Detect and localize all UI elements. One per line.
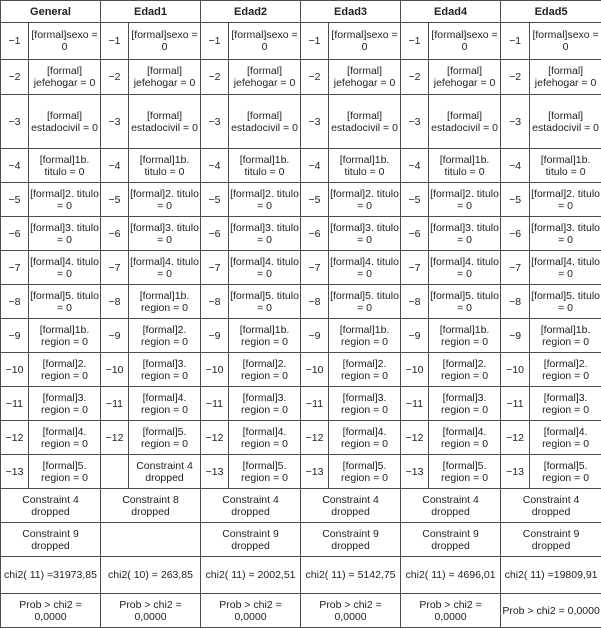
column-header: General xyxy=(1,1,101,23)
dropped-row xyxy=(1,489,601,523)
constraint-text: [formal]5. titulo = 0 xyxy=(229,285,301,319)
constraint-number: −12 xyxy=(201,421,229,455)
constraint-number: −12 xyxy=(1,421,29,455)
constraint-number: −1 xyxy=(501,23,530,60)
constraint-number: −3 xyxy=(201,95,229,149)
constraint-text: [formal]3. region = 0 xyxy=(229,387,301,421)
constraint-number: −2 xyxy=(401,60,429,95)
constraint-number: −8 xyxy=(301,285,329,319)
prob-cell: Prob > chi2 = 0,0000 xyxy=(501,594,601,628)
constraint-text: [formal]1b. titulo = 0 xyxy=(429,149,501,183)
constraint-text: [formal]3. region = 0 xyxy=(429,387,501,421)
dropped-cell: Constraint 9 dropped xyxy=(1,523,101,557)
constraint-number: −12 xyxy=(501,421,530,455)
constraint-number: −2 xyxy=(1,60,29,95)
constraint-text: [formal]5. titulo = 0 xyxy=(429,285,501,319)
constraint-text: [formal]4. region = 0 xyxy=(129,387,201,421)
constraint-number: −11 xyxy=(201,387,229,421)
constraint-number: −7 xyxy=(101,251,129,285)
constraint-row xyxy=(1,60,601,95)
constraint-text: [formal]1b. region = 0 xyxy=(530,319,601,353)
constraint-text: [formal]5. region = 0 xyxy=(530,455,601,489)
dropped-cell: Constraint 4 dropped xyxy=(501,489,601,523)
constraint-text: [formal]sexo = 0 xyxy=(129,23,201,60)
column-header: Edad1 xyxy=(101,1,201,23)
constraint-number: −9 xyxy=(301,319,329,353)
constraint-number: −11 xyxy=(101,387,129,421)
constraint-text: [formal]4. region = 0 xyxy=(29,421,101,455)
constraint-text: [formal]1b. region = 0 xyxy=(129,285,201,319)
constraint-number: −12 xyxy=(101,421,129,455)
constraint-number: −5 xyxy=(201,183,229,217)
constraint-text: [formal]5. region = 0 xyxy=(29,455,101,489)
constraint-number: −13 xyxy=(401,455,429,489)
constraint-text: [formal]1b. region = 0 xyxy=(429,319,501,353)
constraint-text: [formal]2. titulo = 0 xyxy=(129,183,201,217)
constraint-number: −6 xyxy=(101,217,129,251)
constraint-number: −9 xyxy=(101,319,129,353)
constraint-text: [formal]2. titulo = 0 xyxy=(530,183,601,217)
constraint-number: −9 xyxy=(401,319,429,353)
constraint-text: [formal]1b. titulo = 0 xyxy=(530,149,601,183)
constraint-text: [formal]5. titulo = 0 xyxy=(29,285,101,319)
constraint-row xyxy=(1,421,601,455)
constraint-number: −6 xyxy=(501,217,530,251)
constraint-text: [formal]5. region = 0 xyxy=(229,455,301,489)
dropped-cell: Constraint 8 dropped xyxy=(101,489,201,523)
constraint-number: −10 xyxy=(101,353,129,387)
constraint-number: −5 xyxy=(301,183,329,217)
dropped-cell: Constraint 9 dropped xyxy=(401,523,501,557)
constraint-row xyxy=(1,455,601,489)
constraint-text: [formal]3. titulo = 0 xyxy=(29,217,101,251)
constraint-text: [formal]5. titulo = 0 xyxy=(530,285,601,319)
constraint-number: −3 xyxy=(101,95,129,149)
constraint-text: [formal]3. titulo = 0 xyxy=(329,217,401,251)
constraint-text: [formal]sexo = 0 xyxy=(29,23,101,60)
constraint-text: [formal] estadocivil = 0 xyxy=(530,95,601,149)
constraint-text: [formal] estadocivil = 0 xyxy=(429,95,501,149)
prob-cell: Prob > chi2 = 0,0000 xyxy=(301,594,401,628)
dropped-cell: Constraint 9 dropped xyxy=(501,523,601,557)
constraint-number: −5 xyxy=(501,183,530,217)
constraint-number: −12 xyxy=(301,421,329,455)
constraint-number: −6 xyxy=(401,217,429,251)
constraint-number: −4 xyxy=(501,149,530,183)
constraint-text: [formal] jefehogar = 0 xyxy=(229,60,301,95)
constraint-text: Constraint 4 dropped xyxy=(129,455,201,489)
constraint-text: [formal]4. region = 0 xyxy=(530,421,601,455)
constraint-number: −4 xyxy=(201,149,229,183)
constraint-text: [formal] estadocivil = 0 xyxy=(29,95,101,149)
dropped-row xyxy=(1,523,601,557)
prob-cell: Prob > chi2 = 0,0000 xyxy=(1,594,101,628)
prob-cell: Prob > chi2 = 0,0000 xyxy=(201,594,301,628)
chi2-row xyxy=(1,557,601,594)
constraint-text: [formal]2. titulo = 0 xyxy=(429,183,501,217)
constraint-text: [formal]4. titulo = 0 xyxy=(429,251,501,285)
prob-cell: Prob > chi2 = 0,0000 xyxy=(101,594,201,628)
constraint-number: −5 xyxy=(401,183,429,217)
constraint-text: [formal]2. titulo = 0 xyxy=(229,183,301,217)
constraint-number: −7 xyxy=(201,251,229,285)
constraint-number: −4 xyxy=(101,149,129,183)
constraint-number: −8 xyxy=(1,285,29,319)
constraint-number: −2 xyxy=(301,60,329,95)
constraint-number: −4 xyxy=(401,149,429,183)
constraint-text: [formal]2. region = 0 xyxy=(530,353,601,387)
constraint-text: [formal]4. region = 0 xyxy=(429,421,501,455)
constraint-text: [formal]4. region = 0 xyxy=(329,421,401,455)
constraint-row xyxy=(1,23,601,60)
table-body xyxy=(1,23,601,628)
column-header: Edad4 xyxy=(401,1,501,23)
constraint-text: [formal]5. titulo = 0 xyxy=(329,285,401,319)
constraint-number: −8 xyxy=(101,285,129,319)
chi2-cell: chi2( 11) = 2002,51 xyxy=(201,557,301,594)
constraint-text: [formal]2. titulo = 0 xyxy=(29,183,101,217)
constraint-number: −7 xyxy=(401,251,429,285)
constraint-text: [formal]4. titulo = 0 xyxy=(329,251,401,285)
constraint-text: [formal]3. region = 0 xyxy=(530,387,601,421)
constraint-number: −13 xyxy=(201,455,229,489)
constraint-text: [formal]1b. region = 0 xyxy=(229,319,301,353)
constraint-number: −3 xyxy=(401,95,429,149)
constraint-text: [formal]1b. titulo = 0 xyxy=(229,149,301,183)
constraint-text: [formal]3. titulo = 0 xyxy=(229,217,301,251)
constraint-number: −4 xyxy=(1,149,29,183)
constraint-text: [formal]sexo = 0 xyxy=(229,23,301,60)
constraint-number: −7 xyxy=(1,251,29,285)
constraint-number: −11 xyxy=(1,387,29,421)
constraint-number: −1 xyxy=(101,23,129,60)
constraint-text: [formal]4. titulo = 0 xyxy=(229,251,301,285)
constraint-text: [formal]3. titulo = 0 xyxy=(129,217,201,251)
constraint-row xyxy=(1,285,601,319)
prob-row xyxy=(1,594,601,628)
constraint-row xyxy=(1,387,601,421)
constraint-text: [formal]4. titulo = 0 xyxy=(29,251,101,285)
constraint-text: [formal]3. titulo = 0 xyxy=(530,217,601,251)
constraint-number: −1 xyxy=(301,23,329,60)
constraint-number: −2 xyxy=(501,60,530,95)
constraint-number: −9 xyxy=(501,319,530,353)
constraint-number: −13 xyxy=(501,455,530,489)
constraint-number: −8 xyxy=(501,285,530,319)
constraint-number: −7 xyxy=(301,251,329,285)
dropped-cell: Constraint 4 dropped xyxy=(1,489,101,523)
constraint-text: [formal] jefehogar = 0 xyxy=(329,60,401,95)
dropped-cell: Constraint 4 dropped xyxy=(201,489,301,523)
constraint-text: [formal]5. region = 0 xyxy=(429,455,501,489)
constraint-number: −10 xyxy=(501,353,530,387)
constraint-number: −5 xyxy=(101,183,129,217)
constraint-number: −7 xyxy=(501,251,530,285)
constraint-text: [formal]5. region = 0 xyxy=(129,421,201,455)
constraint-number: −3 xyxy=(301,95,329,149)
constraint-text: [formal]2. titulo = 0 xyxy=(329,183,401,217)
constraint-text: [formal] jefehogar = 0 xyxy=(129,60,201,95)
constraint-number: −5 xyxy=(1,183,29,217)
constraint-text: [formal]4. titulo = 0 xyxy=(530,251,601,285)
constraint-number: −10 xyxy=(201,353,229,387)
constraint-number: −1 xyxy=(401,23,429,60)
column-header: Edad2 xyxy=(201,1,301,23)
constraint-text: [formal]2. region = 0 xyxy=(229,353,301,387)
header-row xyxy=(1,1,601,23)
constraint-row xyxy=(1,149,601,183)
constraint-number: −10 xyxy=(401,353,429,387)
constraint-number xyxy=(101,455,129,489)
constraint-text: [formal] estadocivil = 0 xyxy=(229,95,301,149)
chi2-cell: chi2( 10) = 263,85 xyxy=(101,557,201,594)
constraint-number: −10 xyxy=(301,353,329,387)
prob-cell: Prob > chi2 = 0,0000 xyxy=(401,594,501,628)
constraint-text: [formal]3. region = 0 xyxy=(29,387,101,421)
constraint-text: [formal]sexo = 0 xyxy=(429,23,501,60)
constraint-text: [formal] estadocivil = 0 xyxy=(129,95,201,149)
dropped-cell: Constraint 9 dropped xyxy=(301,523,401,557)
dropped-cell xyxy=(101,523,201,557)
constraint-text: [formal]1b. titulo = 0 xyxy=(129,149,201,183)
constraint-text: [formal]1b. region = 0 xyxy=(29,319,101,353)
constraint-number: −9 xyxy=(201,319,229,353)
constraint-number: −6 xyxy=(1,217,29,251)
constraint-number: −2 xyxy=(101,60,129,95)
column-header: Edad3 xyxy=(301,1,401,23)
constraint-row xyxy=(1,353,601,387)
constraint-row xyxy=(1,183,601,217)
constraint-number: −3 xyxy=(501,95,530,149)
constraint-text: [formal] jefehogar = 0 xyxy=(29,60,101,95)
constraint-text: [formal]3. region = 0 xyxy=(129,353,201,387)
constraint-text: [formal]1b. titulo = 0 xyxy=(29,149,101,183)
constraint-number: −6 xyxy=(201,217,229,251)
constraint-text: [formal]sexo = 0 xyxy=(530,23,601,60)
constraint-text: [formal]2. region = 0 xyxy=(329,353,401,387)
dropped-cell: Constraint 4 dropped xyxy=(401,489,501,523)
constraint-text: [formal]4. region = 0 xyxy=(229,421,301,455)
constraint-number: −11 xyxy=(401,387,429,421)
constraint-text: [formal]1b. region = 0 xyxy=(329,319,401,353)
constraint-text: [formal]5. region = 0 xyxy=(329,455,401,489)
constraint-text: [formal]3. titulo = 0 xyxy=(429,217,501,251)
constraint-number: −11 xyxy=(301,387,329,421)
constraint-number: −4 xyxy=(301,149,329,183)
constraint-text: [formal] jefehogar = 0 xyxy=(429,60,501,95)
chi2-cell: chi2( 11) =19809,91 xyxy=(501,557,601,594)
constraint-number: −9 xyxy=(1,319,29,353)
constraint-text: [formal]2. region = 0 xyxy=(129,319,201,353)
constraint-text: [formal]2. region = 0 xyxy=(429,353,501,387)
constraint-number: −2 xyxy=(201,60,229,95)
constraint-row xyxy=(1,217,601,251)
constraint-number: −1 xyxy=(1,23,29,60)
constraint-row xyxy=(1,95,601,149)
constraint-text: [formal]2. region = 0 xyxy=(29,353,101,387)
constraint-number: −12 xyxy=(401,421,429,455)
constraint-number: −3 xyxy=(1,95,29,149)
constraint-text: [formal]1b. titulo = 0 xyxy=(329,149,401,183)
constraint-text: [formal]sexo = 0 xyxy=(329,23,401,60)
chi2-cell: chi2( 11) = 4696,01 xyxy=(401,557,501,594)
chi2-cell: chi2( 11) =31973,85 xyxy=(1,557,101,594)
constraint-number: −8 xyxy=(201,285,229,319)
constraint-text: [formal]3. region = 0 xyxy=(329,387,401,421)
chi2-cell: chi2( 11) = 5142,75 xyxy=(301,557,401,594)
constraint-number: −11 xyxy=(501,387,530,421)
constraint-row xyxy=(1,319,601,353)
column-header: Edad5 xyxy=(501,1,601,23)
constraint-number: −10 xyxy=(1,353,29,387)
constraint-number: −1 xyxy=(201,23,229,60)
dropped-cell: Constraint 4 dropped xyxy=(301,489,401,523)
constraint-text: [formal]4. titulo = 0 xyxy=(129,251,201,285)
constraint-number: −13 xyxy=(1,455,29,489)
dropped-cell: Constraint 9 dropped xyxy=(201,523,301,557)
constraint-number: −13 xyxy=(301,455,329,489)
constraint-text: [formal] jefehogar = 0 xyxy=(530,60,601,95)
constraint-number: −8 xyxy=(401,285,429,319)
constraint-row xyxy=(1,251,601,285)
constraint-number: −6 xyxy=(301,217,329,251)
constraint-text: [formal] estadocivil = 0 xyxy=(329,95,401,149)
